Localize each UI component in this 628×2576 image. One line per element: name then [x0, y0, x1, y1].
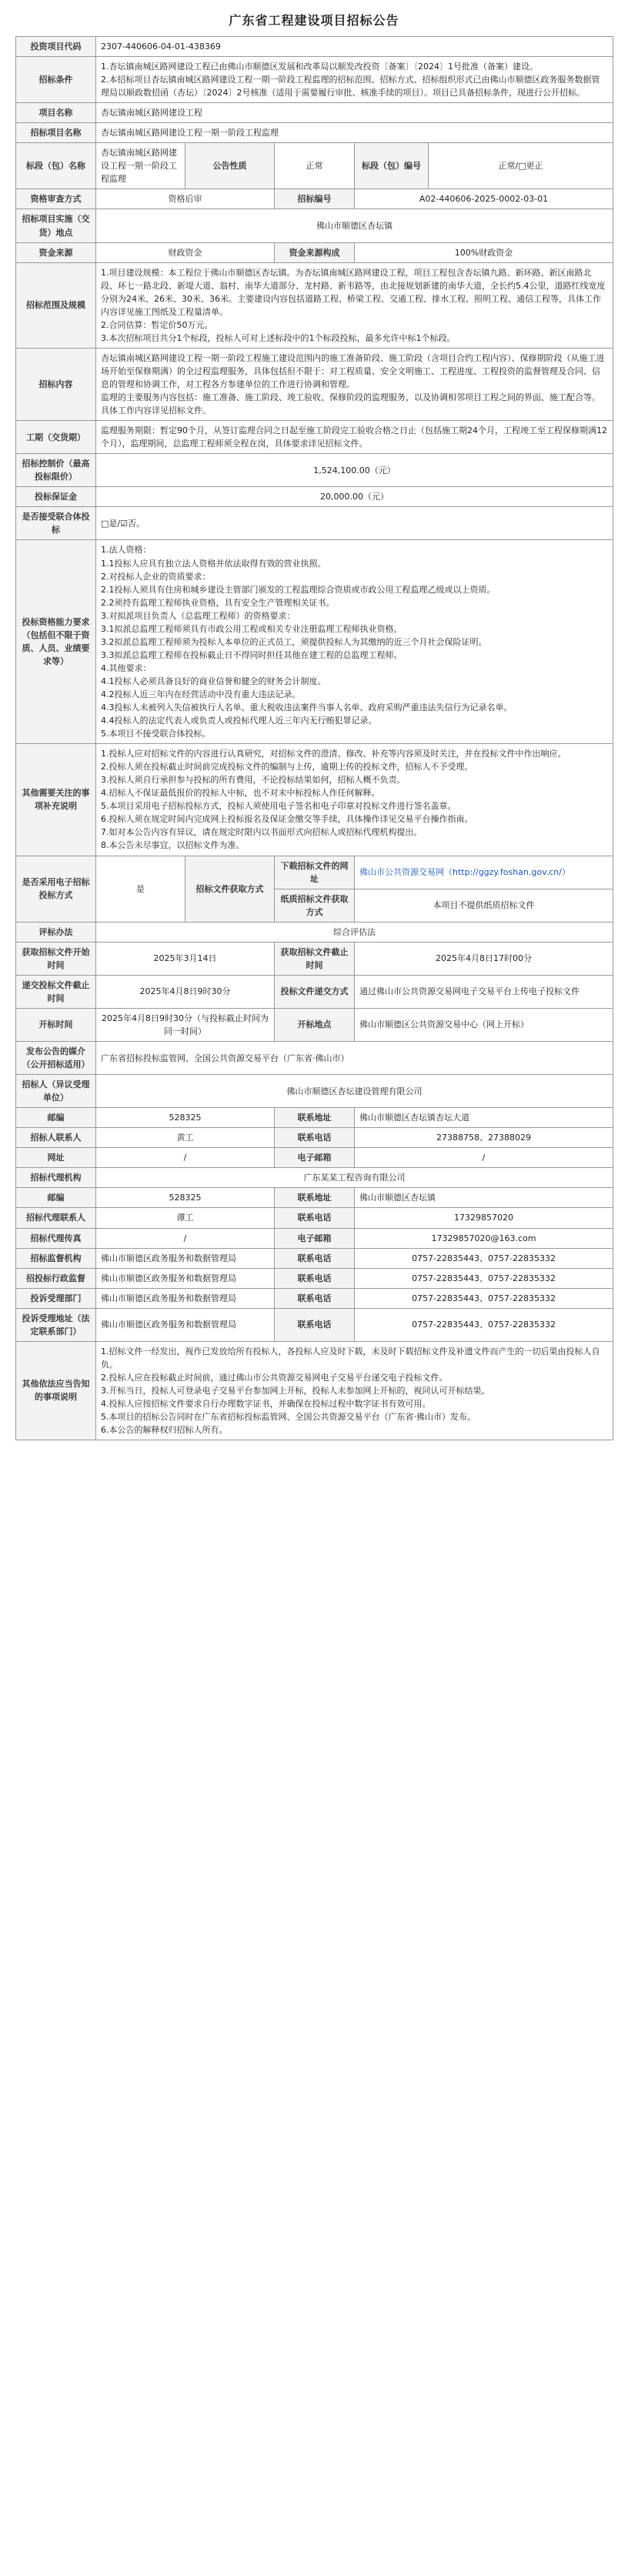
row-electronic-1 [16, 856, 613, 889]
row-tenderer-site [16, 1148, 613, 1168]
row-open [16, 1008, 613, 1041]
agency-phone-value: 17329857020 [355, 1208, 613, 1228]
supervision-unit-phone-label: 联系电话 [275, 1248, 355, 1268]
requirements-para: 2.2须持有监理工程师执业资格，具有安全生产管理相关证书。 [101, 597, 335, 608]
section-code-value: 正常/□更正 [429, 143, 613, 189]
other-req-value [96, 744, 613, 856]
row-tender-project-name [16, 123, 613, 143]
requirements-para: 3.对拟派项目负责人（总监理工程师）的资格要求： [101, 610, 296, 621]
media-label: 发布公告的媒介（公开招标适用） [16, 1042, 96, 1075]
bid-deadline-label: 递交投标文件截止时间 [16, 975, 96, 1008]
platform-label: 下载招标文件的网址 [275, 856, 355, 889]
row-agency-contact [16, 1208, 613, 1228]
doc-start-value: 2025年3月14日 [96, 942, 275, 975]
requirements-para: 2.1投标人须具有住房和城乡建设主管部门颁发的工程监理综合资质或市政公用工程监理乙级或以上资质。 [101, 584, 496, 595]
doc-end-value: 2025年4月8日17时00分 [355, 942, 613, 975]
agency-fax-value: / [96, 1228, 275, 1248]
supervision-admin-phone-value: 0757-22835443、0757-22835332 [355, 1308, 613, 1341]
requirements-para: 4.其他要求： [101, 662, 152, 673]
row-bid-time [16, 975, 613, 1008]
project-code-value: 2307-440606-04-01-438369 [96, 37, 613, 57]
agency-name-label: 招标代理机构 [16, 1168, 96, 1188]
row-fund [16, 242, 613, 262]
tender-project-name-label: 招标项目名称 [16, 123, 96, 143]
requirements-para: 3.2拟派总监理工程师须为投标人本单位的正式员工，须提供投标人为其缴纳的近三个月社会保险证明。 [101, 636, 487, 647]
bid-submit-label: 投标文件递交方式 [275, 975, 355, 1008]
supervision-admin-value: 佛山市顺德区政务服务和数据管理局 [96, 1308, 275, 1341]
page-title: 广东省工程建设项目招标公告 [229, 13, 399, 28]
row-tenderer-post [16, 1108, 613, 1128]
doc-end-label: 获取招标文件截止时间 [275, 942, 355, 975]
agency-fax-label: 招标代理传真 [16, 1228, 96, 1248]
agency-email-value: 17329857020@163.com [355, 1228, 613, 1248]
tenderer-email-label: 电子邮箱 [275, 1148, 355, 1168]
open-place-value: 佛山市顺德区公共资源交易中心（网上开标） [355, 1008, 613, 1041]
row-supervision-unit [16, 1248, 613, 1268]
tenderer-name-label: 招标人（异议受理单位） [16, 1075, 96, 1108]
location-value: 佛山市顺德区杏坛镇 [96, 209, 613, 242]
notes-para: 4.投标人应按招标文件要求自行办理数字证书，并确保在投标过程中数字证书有效可用。 [101, 1398, 431, 1409]
agency-post-label: 邮编 [16, 1188, 96, 1208]
supervision-complaint-value: 佛山市顺德区政务服务和数据管理局 [96, 1288, 275, 1308]
conditions-para: 1.杏坛镇南城区路网建设工程已由佛山市顺德区发展和改革局以顺发改投资〔备案〕〔2024〕1号批准（备案）建设。 [101, 62, 538, 72]
row-media [16, 1042, 613, 1075]
row-period [16, 421, 613, 454]
row-project-code [16, 37, 613, 57]
supervision-exec-label: 招投标行政监督 [16, 1268, 96, 1288]
platform-value[interactable] [355, 856, 613, 889]
content-para: 杏坛镇南城区路网建设工程一期一阶段工程施工建设范围内的施工准备阶段、施工阶段（含项目合约工程内容）、保修期阶段（从施工进场开始至保修期满）的全过程监理服务，具体包括但不限于：对工程质量、安全文明施工、工程进度、工程投资的监督管理及合同、信息的管理和协调工作，对工程各方参建单位的工作进行协调和管理。 [101, 352, 605, 389]
requirements-para: 4.3投标人未被列入失信被执行人名单、重大税收违法案件当事人名单、政府采购严重违法失信行为记录名单。 [101, 702, 513, 713]
other-req-para: 4.招标人不保证最低报价的投标人中标，也不对未中标投标人作任何解释。 [101, 788, 380, 799]
requirements-para: 2.对投标人企业的资质要求： [101, 571, 211, 582]
qualification-value: 资格后审 [96, 189, 275, 209]
open-time-value: 2025年4月8日9时30分（与投标截止时间为同一时间） [96, 1008, 275, 1041]
tenderer-post-label: 邮编 [16, 1108, 96, 1128]
content-para: 监理的主要服务内容包括：施工准备、施工阶段、竣工验收、保修阶段的监理服务，以及协调相邻项目工程之间的界面、施工配合等。具体工作内容详见招标文件。 [101, 392, 600, 416]
supervision-complaint-label: 投诉受理部门 [16, 1288, 96, 1308]
row-requirements [16, 540, 613, 744]
row-doc-time [16, 942, 613, 975]
agency-post-value: 528325 [96, 1188, 275, 1208]
eval-value: 综合评估法 [96, 922, 613, 942]
requirements-para: 4.2投标人近三年内在经营活动中没有重大违法记录。 [101, 689, 301, 699]
tenderer-post-value: 528325 [96, 1108, 275, 1128]
project-code-label: 投资项目代码 [16, 37, 96, 57]
fund-ratio-label: 资金来源构成 [275, 242, 355, 262]
row-eval [16, 922, 613, 942]
joint-value: □是/☑否。 [96, 507, 613, 540]
other-req-para: 1.投标人应对招标文件的内容进行认真研究，对招标文件的澄清、修改、补充等内容须及时关注，并在投标文件中作出响应。 [101, 749, 566, 759]
agency-name-value: 广东某某工程咨询有限公司 [96, 1168, 613, 1188]
open-place-label: 开标地点 [275, 1008, 355, 1041]
tenderer-contact-value: 黄工 [96, 1128, 275, 1148]
announcement-table [15, 36, 613, 1440]
row-notes [16, 1341, 613, 1440]
tenderer-email-value: / [355, 1148, 613, 1168]
tenderer-site-value: / [96, 1148, 275, 1168]
row-tenderer-contact [16, 1128, 613, 1148]
agency-email-label: 电子邮箱 [275, 1228, 355, 1248]
supervision-complaint-phone-value: 0757-22835443、0757-22835332 [355, 1288, 613, 1308]
media-value: 广东省招标投标监管网、全国公共资源交易平台（广东省·佛山市） [96, 1042, 613, 1075]
max-price-value: 1,524,100.00（元） [96, 454, 613, 487]
row-qualification [16, 189, 613, 209]
row-project-name [16, 103, 613, 123]
scope-para: 1.项目建设规模：本工程位于佛山市顺德区杏坛镇。为杏坛镇南城区路网建设工程，项目工程包含杏坛镇九路、新环路、新区南路北段、环七一路北段、新堤大道、翁村、南华大道部分、龙村路、新韦路等，由北接规划新建的南华大道，全长约5.4公里，道路红线宽度分别为24米、26米、30米、36米。主要建设内容包括道路工程、桥梁工程、交通工程、排水工程、照明工程、通信工程等，具体工作内容详见施工图纸及工程量清单。 [101, 267, 606, 317]
tenderer-name-value: 佛山市顺德区杏坛建设管理有限公司 [96, 1075, 613, 1108]
bid-submit-value: 通过佛山市公共资源交易网电子交易平台上传电子投标文件 [355, 975, 613, 1008]
tenderer-site-label: 网址 [16, 1148, 96, 1168]
supervision-admin-phone-label: 联系电话 [275, 1308, 355, 1341]
other-req-para: 7.如对本公告内容有异议，请在规定时限内以书面形式向招标人或招标代理机构提出。 [101, 827, 423, 838]
row-location [16, 209, 613, 242]
row-scope [16, 262, 613, 348]
project-name-label: 项目名称 [16, 103, 96, 123]
notes-para: 6.本公告的解释权归招标人所有。 [101, 1425, 228, 1436]
supervision-exec-phone-label: 联系电话 [275, 1268, 355, 1288]
scope-para: 3.本次招标项目共分1个标段，投标人可对上述标段中的1个标段投标，最多允许中标1个标段。 [101, 332, 456, 343]
requirements-para: 4.4投标人的法定代表人或负责人或投标代理人近三年内无行贿犯罪记录。 [101, 716, 377, 726]
scope-para: 2.合同估算：暂定价50万元。 [101, 319, 213, 330]
tender-project-name-value: 杏坛镇南城区路网建设工程一期一阶段工程监理 [96, 123, 613, 143]
paper-label: 纸质招标文件获取方式 [275, 889, 355, 922]
notes-para: 3.开标当日，投标人可登录电子交易平台参加网上开标，投标人未参加网上开标的，视同认可开标结果。 [101, 1385, 490, 1396]
row-conditions [16, 57, 613, 103]
bid-deadline-value: 2025年4月8日9时30分 [96, 975, 275, 1008]
agency-contact-label: 招标代理联系人 [16, 1208, 96, 1228]
conditions-value [96, 57, 613, 103]
requirements-para: 3.1拟派总监理工程师须具有市政公用工程或相关专业注册监理工程师执业资格。 [101, 623, 403, 634]
electronic-label: 是否采用电子招标投标方式 [16, 856, 96, 922]
row-section [16, 143, 613, 189]
other-req-para: 2.投标人须在投标截止时间前完成投标文件的编制与上传，逾期上传的投标文件，招标人不予受理。 [101, 762, 473, 772]
row-tenderer-name [16, 1075, 613, 1108]
section-code-label: 标段（包）编号 [355, 143, 429, 189]
doc-method-label: 招标文件获取方式 [185, 856, 275, 922]
supervision-unit-value: 佛山市顺德区政务服务和数据管理局 [96, 1248, 275, 1268]
tenderer-phone-value: 27388758、27388029 [355, 1128, 613, 1148]
requirements-para: 3.3拟派总监理工程师在投标截止日不得同时担任其他在建工程的总监理工程师。 [101, 649, 403, 660]
supervision-unit-label: 招标监督机构 [16, 1248, 96, 1268]
row-agency-fax [16, 1228, 613, 1248]
notes-para: 1.招标文件一经发出，视作已发放给所有投标人，各投标人应及时下载，未及时下载招标文件及补遗文件而产生的一切后果由投标人自负。 [101, 1346, 600, 1370]
row-agency-name [16, 1168, 613, 1188]
tenderer-phone-label: 联系电话 [275, 1128, 355, 1148]
row-supervision-complaint [16, 1288, 613, 1308]
tenderer-contact-label: 招标人联系人 [16, 1128, 96, 1148]
supervision-exec-value: 佛山市顺德区政务服务和数据管理局 [96, 1268, 275, 1288]
requirements-para: 5.本项目不接受联合体投标。 [101, 729, 211, 739]
announce-label: 公告性质 [185, 143, 275, 189]
announce-value: 正常 [275, 143, 355, 189]
paper-value: 本项目不提供纸质招标文件 [355, 889, 613, 922]
max-price-label: 招标控制价（最高投标限价） [16, 454, 96, 487]
conditions-label: 招标条件 [16, 57, 96, 103]
conditions-para: 2.本招标项目杏坛镇南城区路网建设工程一期一阶段工程监理的招标范围、招标方式、招标组织形式已由佛山市顺德区政务服务数据管理局以顺政数招函（杏坛）〔2024〕2号核准（适用于需要履行审批、核准手续的项目）。项目已具备招标条件，现进行公开招标。 [101, 75, 600, 98]
row-supervision-admin [16, 1308, 613, 1341]
section-value: 杏坛镇南城区路网建设工程一期一阶段工程监理 [96, 143, 185, 189]
open-time-label: 开标时间 [16, 1008, 96, 1041]
qualification-label: 资格审查方式 [16, 189, 96, 209]
period-value: 监理服务期限：暂定90个月，从签订监理合同之日起至施工阶段完工验收合格之日止（包括施工期24个月，工程竣工至工程保修期满12个月），监理期间，总监理工程师须全程在岗，具体要求详见招标文件。 [96, 421, 613, 454]
announcement-page [15, 0, 613, 1456]
requirements-value [96, 540, 613, 744]
location-label: 招标项目实施（交货）地点 [16, 209, 96, 242]
joint-label: 是否接受联合体投标 [16, 507, 96, 540]
row-other-req [16, 744, 613, 856]
electronic-value: 是 [96, 856, 185, 922]
project-name-value: 杏坛镇南城区路网建设工程 [96, 103, 613, 123]
eval-label: 评标办法 [16, 922, 96, 942]
row-agency-post [16, 1188, 613, 1208]
platform-link[interactable]: 佛山市公共资源交易网（http://ggzy.foshan.gov.cn/） [359, 867, 570, 878]
fund-source-label: 资金来源 [16, 242, 96, 262]
fund-source-value: 财政资金 [96, 242, 275, 262]
period-label: 工期（交货期） [16, 421, 96, 454]
supervision-admin-label: 投诉受理地址（法定联系部门） [16, 1308, 96, 1341]
supervision-unit-phone-value: 0757-22835443、0757-22835332 [355, 1248, 613, 1268]
row-supervision-exec [16, 1268, 613, 1288]
requirements-para: 1.1投标人应具有独立法人资格并依法取得有效的营业执照。 [101, 558, 326, 569]
other-req-para: 5.本项目采用电子招标投标方式，投标人须使用电子签名和电子印章对投标文件进行签名盖章。 [101, 801, 456, 812]
requirements-para: 4.1投标人必须具备良好的商业信誉和健全的财务会计制度。 [101, 676, 326, 686]
other-req-para: 3.投标人须自行承担参与投标的所有费用，不论投标结果如何，招标人概不负责。 [101, 775, 406, 786]
agency-contact-value: 谭工 [96, 1208, 275, 1228]
agency-phone-label: 联系电话 [275, 1208, 355, 1228]
tender-code-label: 招标编号 [275, 189, 355, 209]
supervision-exec-phone-value: 0757-22835443、0757-22835332 [355, 1268, 613, 1288]
row-joint [16, 507, 613, 540]
deposit-value: 20,000.00（元） [96, 487, 613, 507]
fund-ratio-value: 100%财政资金 [355, 242, 613, 262]
deposit-label: 投标保证金 [16, 487, 96, 507]
other-req-para: 8.本公告未尽事宜，以招标文件为准。 [101, 840, 245, 851]
notes-value [96, 1341, 613, 1440]
other-req-label: 其他需要关注的事项补充说明 [16, 744, 96, 856]
requirements-label: 投标资格能力要求（包括但不限于资质、人员、业绩要求等） [16, 540, 96, 744]
agency-addr-value: 佛山市顺德区杏坛镇 [355, 1188, 613, 1208]
scope-label: 招标范围及规模 [16, 262, 96, 348]
agency-addr-label: 联系地址 [275, 1188, 355, 1208]
scope-value [96, 262, 613, 348]
supervision-complaint-phone-label: 联系电话 [275, 1288, 355, 1308]
notes-para: 5.本项目的招标公告同时在广东省招标投标监管网、全国公共资源交易平台（广东省·佛山市）发布。 [101, 1412, 476, 1423]
doc-start-label: 获取招标文件开始时间 [16, 942, 96, 975]
tender-code-value: A02-440606-2025-0002-03-01 [355, 189, 613, 209]
content-label: 招标内容 [16, 348, 96, 420]
tenderer-addr-label: 联系地址 [275, 1108, 355, 1128]
notes-label: 其他依法应当告知的事项说明 [16, 1341, 96, 1440]
requirements-para: 1.法人资格： [101, 545, 152, 556]
row-max-price [16, 454, 613, 487]
row-content [16, 348, 613, 420]
content-value [96, 348, 613, 420]
row-deposit [16, 487, 613, 507]
other-req-para: 6.投标人须在规定时间内完成网上投标报名及保证金缴交等手续，具体操作详见交易平台操作指南。 [101, 814, 473, 825]
tenderer-addr-value: 佛山市顺德区杏坛镇杏坛大道 [355, 1108, 613, 1128]
section-label: 标段（包）名称 [16, 143, 96, 189]
notes-para: 2.投标人应在投标截止时间前，通过佛山市公共资源交易网电子交易平台递交电子投标文件。 [101, 1372, 448, 1383]
